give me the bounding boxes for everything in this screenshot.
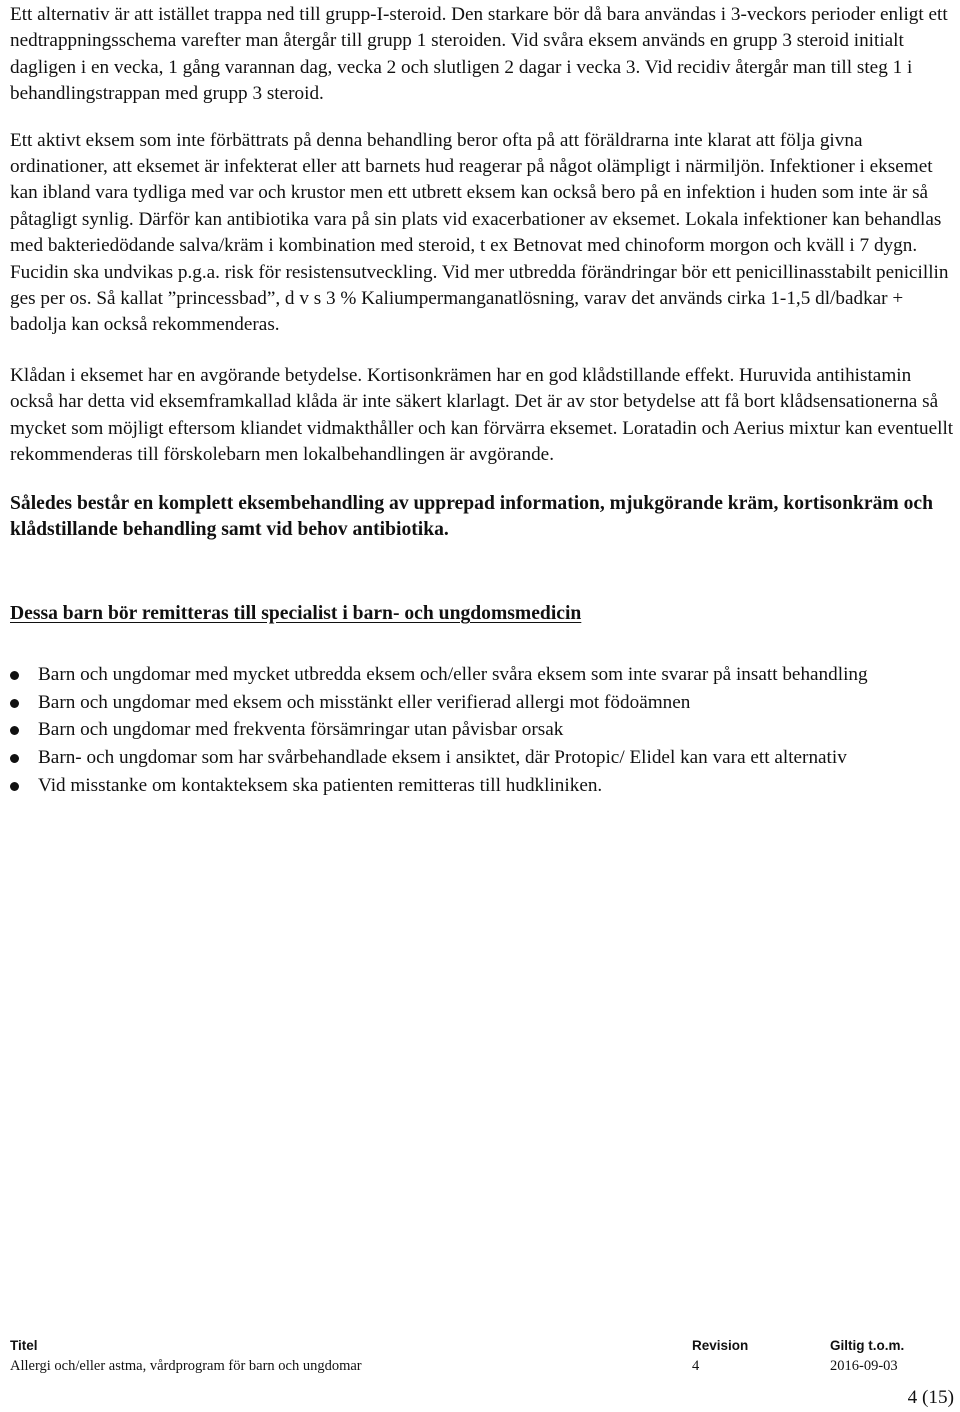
page-number: 4 (15): [907, 1387, 954, 1408]
page-footer: [10, 1336, 955, 1376]
list-item: [10, 717, 955, 743]
paragraph-itch: Klådan i eksemet har en avgörande betydelse. Kortisonkrämen har en god klådstillande effekt. Huruvida antihistamin också har detta vid eksemframkallad klåda är inte säkert klarlagt. Det är av stor betydelse att få bort klådsensationerna så mycket som möjligt eftersom kliandet vidmakthåller och kan förvärra eksemet. Loratadin och Aerius mixtur kan eventuellt rekommenderas till förskolebarn men lokalbehandlingen är avgörande.: [10, 364, 954, 466]
bullet-icon: [10, 671, 19, 680]
bullet-icon: [10, 699, 19, 708]
footer-title-label: Titel: [10, 1338, 38, 1353]
footer-revision-value: 4: [692, 1358, 700, 1374]
list-item-text: Barn och ungdomar med eksem och misstänkt eller verifierad allergi mot födoämnen: [38, 691, 691, 713]
list-item: [10, 662, 955, 688]
list-item: [10, 773, 955, 799]
list-item-text: Barn och ungdomar med frekventa försämringar utan påvisbar orsak: [38, 719, 564, 741]
paragraph-infection-treatment: Ett aktivt eksem som inte förbättrats på denna behandling beror ofta på att föräldrarna inte klarat att följa givna ordinationer, att eksemet är infekterat eller att barnets hud reagerar på något olämpligt i närmiljön. Infektioner i eksemet kan ibland vara tydliga med var och krustor men ett utbrett eksem kan också bero på en infektion i huden som inte är så påtagligt synlig. Därför kan antibiotika vara på sin plats vid exacerbationer av eksemet. Lokala infektioner kan behandlas med bakteriedödande salva/kräm i kombination med steroid, t ex Betnovat med chinoform morgon och kväll i 7 dygn. Fucidin ska undvikas p.g.a. risk för resistensutveckling. Vid mer utbredda förändringar bör ett penicillinasstabilt penicillin ges per os. Så kallat ”princessbad”, d v s 3 % Kaliumpermanganatlösning, varav det används cirka 1-1,5 dl/badkar + badolja kan också rekommenderas.: [10, 129, 949, 336]
bullet-icon: [10, 726, 19, 735]
paragraph-summary: Således består en komplett eksembehandling av upprepad information, mjukgörande kräm, kortisonkräm och klådstillande behandling samt vid behov antibiotika.: [10, 492, 933, 540]
footer-label-row: [10, 1336, 955, 1356]
referral-list: [10, 662, 955, 800]
document-page: [10, 0, 955, 801]
paragraph-steroid-stepdown: Ett alternativ är att istället trappa ned till grupp-I-steroid. Den starkare bör då bara användas i 3-veckors perioder enligt ett nedtrappningsschema varefter man återgår till grupp 1 steroiden. Vid svåra eksem används en grupp 3 steroid initialt dagligen i en vecka, 1 gång varannan dag, vecka 2 och slutligen 2 dagar i vecka 3. Vid recidiv återgår man till steg 1 i behandlingstrappan med grupp 3 steroid.: [10, 4, 948, 105]
bullet-icon: [10, 754, 19, 763]
footer-title-value: Allergi och/eller astma, vårdprogram för barn och ungdomar: [10, 1358, 362, 1374]
list-item-text: Vid misstanke om kontakteksem ska patienten remitteras till hudkliniken.: [38, 774, 603, 796]
list-item: [10, 690, 955, 716]
bullet-icon: [10, 782, 19, 791]
list-item: [10, 745, 955, 771]
list-item-text: Barn- och ungdomar som har svårbehandlade eksem i ansiktet, där Protopic/ Elidel kan vara ett alternativ: [38, 747, 847, 769]
footer-valid-value: 2016-09-03: [830, 1358, 898, 1374]
referral-heading: Dessa barn bör remitteras till specialist i barn- och ungdomsmedicin: [10, 603, 582, 625]
footer-valid-label: Giltig t.o.m.: [830, 1338, 905, 1353]
footer-value-row: [10, 1356, 955, 1376]
footer-revision-label: Revision: [692, 1338, 749, 1353]
list-item-text: Barn och ungdomar med mycket utbredda eksem och/eller svåra eksem som inte svarar på insatt behandling: [38, 663, 868, 685]
